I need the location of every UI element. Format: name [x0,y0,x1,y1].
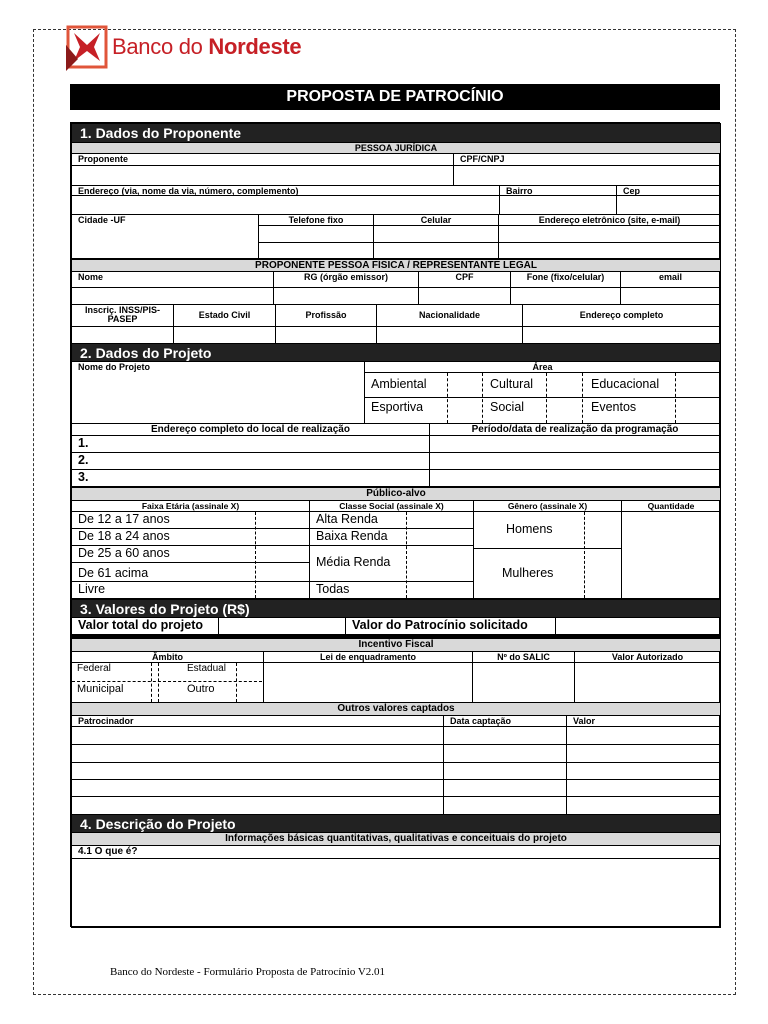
pj-header: PESSOA JURÍDICA [71,142,721,154]
dash [675,373,676,423]
endereco-completo-field[interactable]: Endereço completo [522,304,721,344]
valor-total-label: Valor total do projeto [71,617,219,635]
quantidade-field[interactable] [621,511,721,599]
ambito-estadual[interactable]: Estadual [187,663,226,674]
dash [482,373,483,423]
telefone-input-2[interactable] [258,242,374,259]
dash [255,512,256,598]
dash [406,512,407,598]
cpf-field[interactable]: CPF [418,271,511,305]
autorizado-label: Valor Autorizado [574,651,721,663]
valor-solicitado-label: Valor do Patrocínio solicitado [345,617,556,635]
faixa-row[interactable]: De 18 a 24 anos [71,528,310,546]
dash [72,681,262,682]
classe-row[interactable]: Baixa Renda [309,528,474,546]
data-row[interactable] [443,726,567,745]
lei-label: Lei de enquadramento [263,651,473,663]
faixa-row[interactable]: De 12 a 17 anos [71,511,310,529]
email-site-input-2[interactable] [498,242,721,259]
patrocinador-row[interactable] [71,744,444,763]
ambito-municipal[interactable]: Municipal [77,683,124,695]
ambito-outro[interactable]: Outro [187,683,215,695]
periodo-line-1[interactable] [429,435,721,453]
dash [236,663,237,702]
local-line-2[interactable]: 2. [71,452,430,470]
cidade-field[interactable]: Cidade -UF [71,214,259,259]
cep-field[interactable]: Cep [616,185,721,215]
divider [71,195,721,196]
fone-field[interactable]: Fone (fixo/celular) [510,271,621,305]
pf-header: PROPONENTE PESSOA FÍSICA / REPRESENTANTE LEGAL [71,259,721,272]
valor-label: Valor [566,715,721,727]
area-cultural[interactable]: Cultural [490,377,534,391]
patrocinador-row[interactable] [71,779,444,797]
proponente-field[interactable]: Proponente [71,153,454,186]
data-row[interactable] [443,762,567,780]
info-header: Informações básicas quantitativas, qualitativas e conceituais do projeto [71,832,721,846]
divider [71,287,721,288]
nome-field[interactable]: Nome [71,271,274,305]
autorizado-input[interactable] [574,662,721,703]
dash [447,373,448,423]
outros-header: Outros valores captados [71,702,721,716]
classe-row[interactable]: Todas [309,581,474,599]
bank-logo-icon [66,25,108,71]
publico-header: Público-alvo [71,487,721,501]
salic-label: Nº do SALIC [472,651,575,663]
telefone-label: Telefone fixo [258,214,374,226]
bairro-field[interactable]: Bairro [499,185,617,215]
endereco-field[interactable]: Endereço (via, nome da via, número, complemento) [71,185,500,215]
patrocinador-row[interactable] [71,726,444,745]
classe-label: Classe Social (assinale X) [309,500,474,512]
brand-name: Banco do Nordeste [112,34,302,59]
inss-field[interactable]: Inscriç. INSS/PIS-PASEP [71,304,174,344]
email-site-label: Endereço eletrônico (site, e-mail) [498,214,721,226]
footer-text: Banco do Nordeste - Formulário Proposta de Patrocínio V2.01 [110,966,386,978]
quantidade-label: Quantidade [621,500,721,512]
periodo-line-2[interactable] [429,452,721,470]
faixa-row[interactable]: De 25 a 60 anos [71,545,310,563]
valor-total-input[interactable] [218,617,346,635]
genero-label: Gênero (assinale X) [473,500,622,512]
celular-label: Celular [373,214,499,226]
page-title: PROPOSTA DE PATROCÍNIO [70,84,720,110]
nacionalidade-field[interactable]: Nacionalidade [376,304,523,344]
patrocinador-label: Patrocinador [71,715,444,727]
faixa-label: Faixa Etária (assinale X) [71,500,310,512]
area-esportiva[interactable]: Esportiva [371,400,424,414]
rg-field[interactable]: RG (órgão emissor) [273,271,419,305]
data-row[interactable] [443,796,567,815]
genero-mulheres[interactable]: Mulheres [473,548,622,599]
area-label: Área [364,361,721,373]
valor-row[interactable] [566,762,721,780]
ambito-federal[interactable]: Federal [77,663,111,674]
divider [364,397,721,398]
faixa-row[interactable]: Livre [71,581,310,599]
proposal-form [70,122,720,927]
estado-civil-field[interactable]: Estado Civil [173,304,276,344]
valor-row[interactable] [566,796,721,815]
divider [71,326,721,327]
local-line-3[interactable]: 3. [71,469,430,487]
dash [158,663,159,702]
periodo-line-3[interactable] [429,469,721,487]
valor-row[interactable] [566,744,721,763]
valor-row[interactable] [566,779,721,797]
data-label: Data captação [443,715,567,727]
periodo-label: Período/data de realização da programação [429,423,721,436]
brand-logo [66,25,326,75]
divider [71,165,721,166]
email-field[interactable]: email [620,271,721,305]
profissao-field[interactable]: Profissão [275,304,377,344]
area-social[interactable]: Social [490,400,525,414]
dash [582,373,583,423]
area-eventos[interactable]: Eventos [591,400,637,414]
celular-input-2[interactable] [373,242,499,259]
data-row[interactable] [443,779,567,797]
patrocinador-row[interactable] [71,796,444,815]
faixa-row[interactable]: De 61 acima [71,562,310,582]
classe-row[interactable]: Alta Renda [309,511,474,529]
dash [151,663,152,702]
section2-header: 2. Dados do Projeto [71,343,721,362]
classe-row[interactable]: Média Renda [309,545,474,582]
area-ambiental[interactable]: Ambiental [371,377,427,391]
data-row[interactable] [443,744,567,763]
dash [546,373,547,423]
q41-label: 4.1 O que é? [71,845,721,859]
lei-input[interactable] [263,662,473,703]
salic-input[interactable] [472,662,575,703]
patrocinador-row[interactable] [71,762,444,780]
genero-homens[interactable]: Homens [473,511,622,549]
section4-header: 4. Descrição do Projeto [71,814,721,833]
dash [584,512,585,598]
section1-header: 1. Dados do Proponente [71,123,721,143]
ambito-label: Âmbito [71,651,264,663]
valor-solicitado-input[interactable] [555,617,721,635]
local-label: Endereço completo do local de realização [71,423,430,436]
area-educacional[interactable]: Educacional [591,377,660,391]
telefone-input-1[interactable] [258,225,374,243]
local-line-1[interactable]: 1. [71,435,430,453]
section3-header: 3. Valores do Projeto (R$) [71,599,721,618]
valor-row[interactable] [566,726,721,745]
q41-answer[interactable] [71,858,721,928]
celular-input-1[interactable] [373,225,499,243]
cpf-cnpj-field[interactable]: CPF/CNPJ [453,153,721,186]
email-site-input-1[interactable] [498,225,721,243]
incentivo-header: Incentivo Fiscal [71,638,721,652]
nome-projeto-field[interactable]: Nome do Projeto [71,361,365,424]
